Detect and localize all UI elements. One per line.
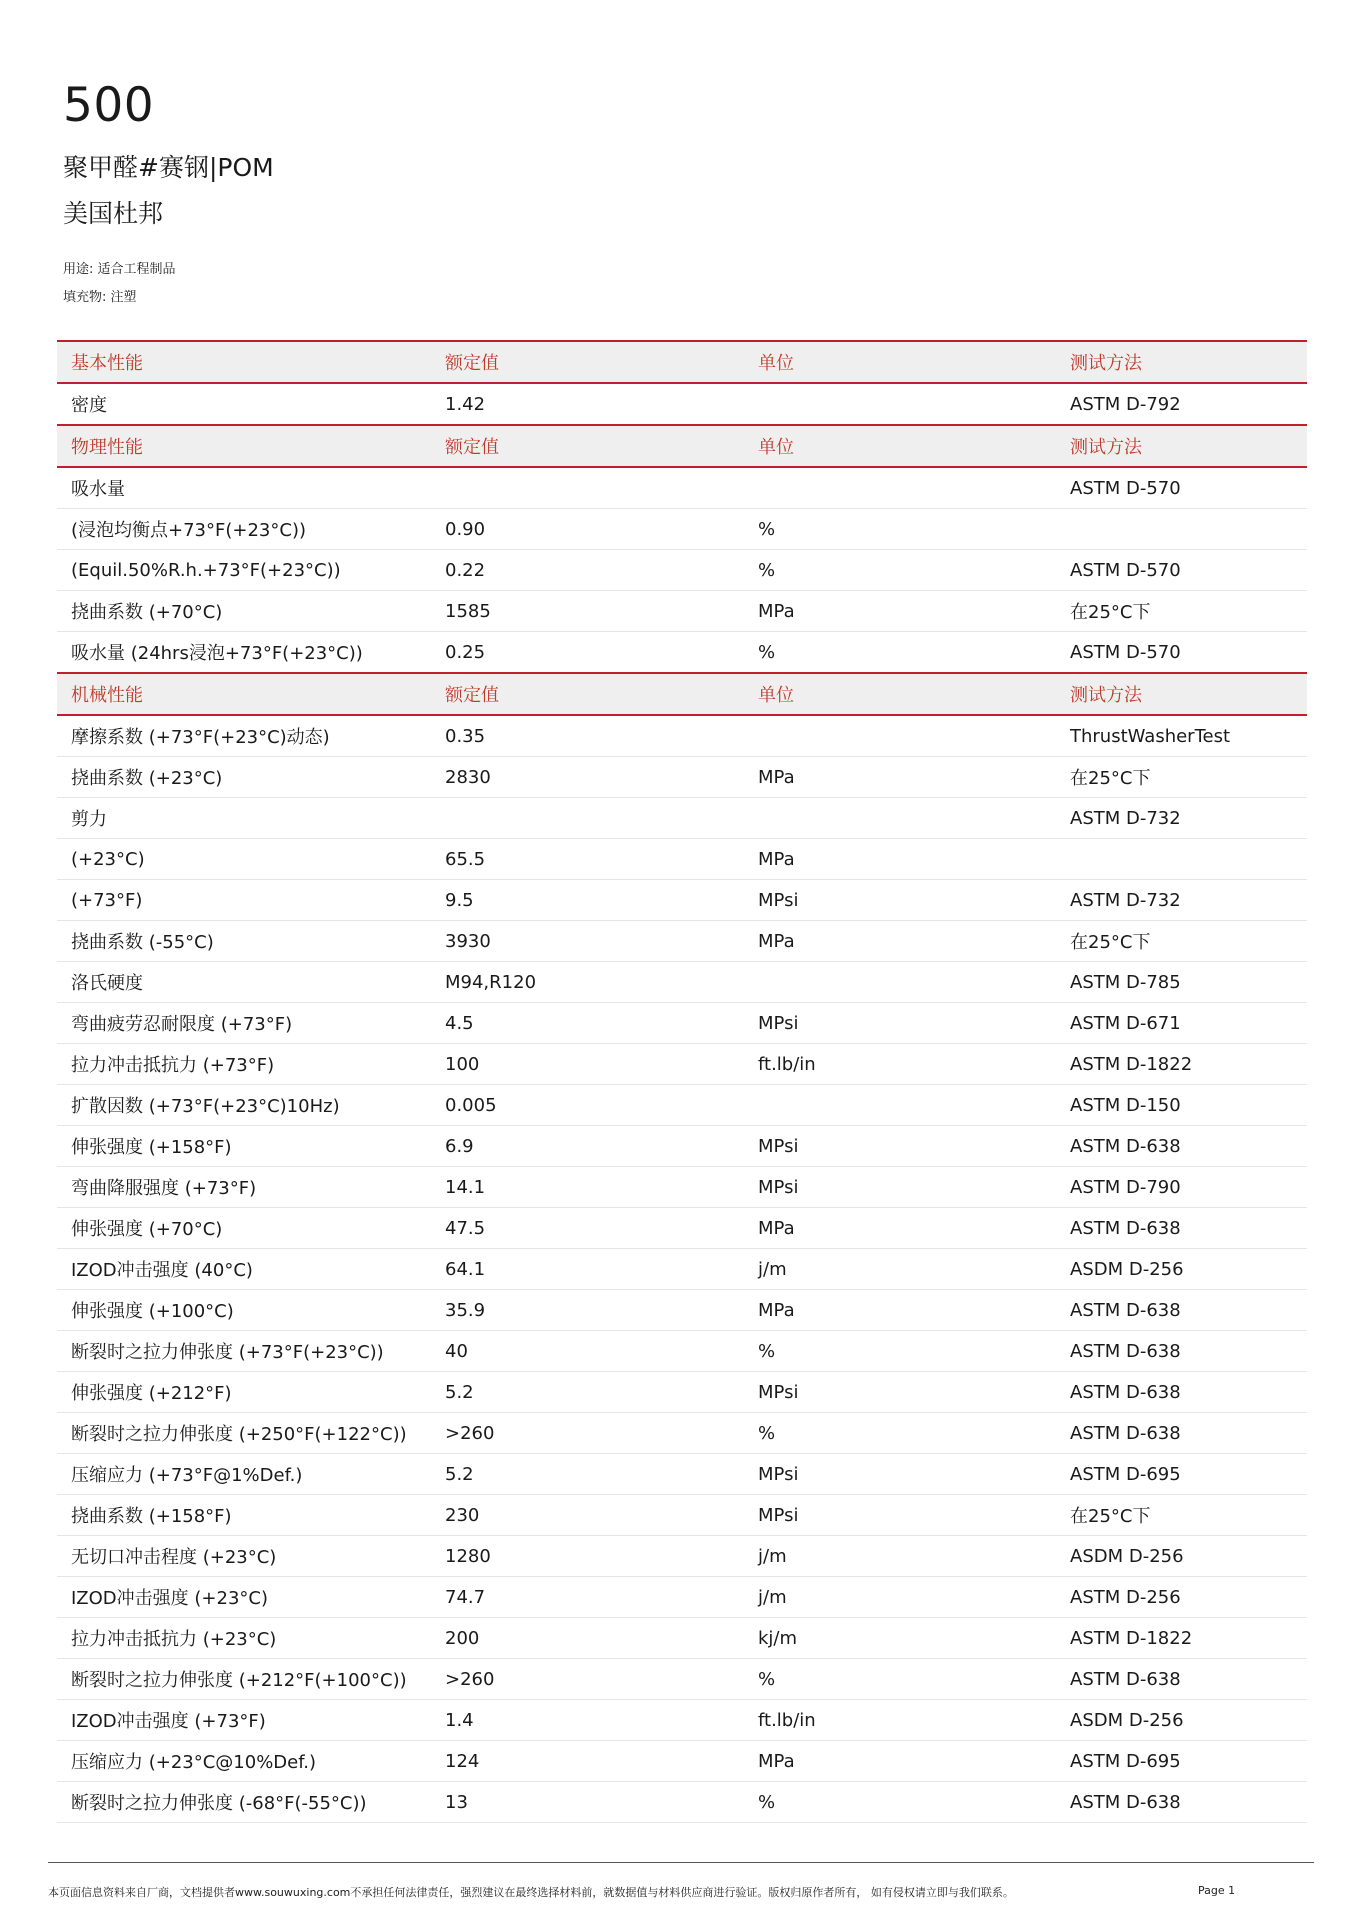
test-method-cell: ASTM D-638: [1056, 1290, 1307, 1331]
test-method-cell: ASTM D-790: [1056, 1167, 1307, 1208]
test-method-cell: ASTM D-785: [1056, 962, 1307, 1003]
table-row: [57, 509, 1307, 550]
rated-value-cell: [431, 798, 744, 839]
test-method-cell: 在25°C下: [1056, 591, 1307, 632]
test-method-cell: ASDM D-256: [1056, 1536, 1307, 1577]
rated-value-cell: 5.2: [431, 1454, 744, 1495]
table-row: [57, 550, 1307, 591]
unit-cell: j/m: [744, 1249, 1056, 1290]
table-row: [57, 1659, 1307, 1700]
test-method-cell: ASTM D-671: [1056, 1003, 1307, 1044]
table-row: [57, 1454, 1307, 1495]
rated-value-cell: 1280: [431, 1536, 744, 1577]
property-name-cell: 断裂时之拉力伸张度 (+212°F(+100°C)): [57, 1659, 431, 1700]
unit-cell: %: [744, 1413, 1056, 1454]
unit-cell: %: [744, 509, 1056, 550]
rated-value-cell: >260: [431, 1659, 744, 1700]
property-name-cell: IZOD冲击强度 (40°C): [57, 1249, 431, 1290]
table-row: [57, 1331, 1307, 1372]
unit-cell: MPa: [744, 757, 1056, 798]
unit-cell: ft.lb/in: [744, 1044, 1056, 1085]
property-name-cell: 吸水量: [57, 467, 431, 509]
rated-value-cell: 4.5: [431, 1003, 744, 1044]
rated-value-cell: 0.005: [431, 1085, 744, 1126]
test-method-cell: ASTM D-570: [1056, 550, 1307, 591]
table-row: [57, 1618, 1307, 1659]
properties-table-body: [57, 341, 1307, 1823]
property-name-cell: 拉力冲击抵抗力 (+23°C): [57, 1618, 431, 1659]
table-row: [57, 1700, 1307, 1741]
unit-cell: [744, 798, 1056, 839]
test-method-cell: ASTM D-792: [1056, 383, 1307, 425]
table-row: [57, 1741, 1307, 1782]
unit-cell: MPsi: [744, 1372, 1056, 1413]
test-method-cell: ASTM D-638: [1056, 1331, 1307, 1372]
test-method-cell: ASTM D-638: [1056, 1413, 1307, 1454]
rated-value-cell: 100: [431, 1044, 744, 1085]
table-row: [57, 591, 1307, 632]
property-name-cell: 挠曲系数 (-55°C): [57, 921, 431, 962]
property-name-cell: 拉力冲击抵抗力 (+73°F): [57, 1044, 431, 1085]
rated-value-cell: 5.2: [431, 1372, 744, 1413]
test-method-cell: ASTM D-638: [1056, 1208, 1307, 1249]
property-name-cell: 压缩应力 (+73°F@1%Def.): [57, 1454, 431, 1495]
usage-text: 用途: 适合工程制品: [63, 262, 176, 277]
unit-cell: [744, 467, 1056, 509]
test-method-cell: 在25°C下: [1056, 921, 1307, 962]
rated-value-cell: 0.35: [431, 715, 744, 757]
table-row: [57, 1044, 1307, 1085]
table-row: [57, 921, 1307, 962]
section-header-rated-value: 额定值: [431, 425, 744, 467]
section-header-unit: 单位: [744, 673, 1056, 715]
table-row: [57, 1536, 1307, 1577]
table-row: [57, 1577, 1307, 1618]
property-name-cell: IZOD冲击强度 (+23°C): [57, 1577, 431, 1618]
test-method-cell: [1056, 509, 1307, 550]
property-name-cell: 伸张强度 (+100°C): [57, 1290, 431, 1331]
rated-value-cell: 65.5: [431, 839, 744, 880]
section-header-test-method: 测试方法: [1056, 673, 1307, 715]
unit-cell: %: [744, 632, 1056, 674]
property-name-cell: 挠曲系数 (+158°F): [57, 1495, 431, 1536]
unit-cell: %: [744, 1659, 1056, 1700]
rated-value-cell: 1.42: [431, 383, 744, 425]
test-method-cell: ASDM D-256: [1056, 1700, 1307, 1741]
property-name-cell: 洛氏硬度: [57, 962, 431, 1003]
section-header-row: [57, 425, 1307, 467]
unit-cell: [744, 715, 1056, 757]
table-row: [57, 757, 1307, 798]
section-header-property-name: 物理性能: [57, 425, 431, 467]
unit-cell: %: [744, 1331, 1056, 1372]
rated-value-cell: M94,R120: [431, 962, 744, 1003]
properties-table: [57, 340, 1307, 1823]
property-name-cell: 吸水量 (24hrs浸泡+73°F(+23°C)): [57, 632, 431, 674]
test-method-cell: ASTM D-1822: [1056, 1044, 1307, 1085]
section-header-unit: 单位: [744, 341, 1056, 383]
unit-cell: kj/m: [744, 1618, 1056, 1659]
table-row: [57, 839, 1307, 880]
filler-text: 填充物: 注塑: [63, 290, 137, 305]
unit-cell: MPa: [744, 839, 1056, 880]
unit-cell: MPa: [744, 591, 1056, 632]
product-title: 500: [63, 78, 155, 133]
table-row: [57, 1208, 1307, 1249]
unit-cell: MPsi: [744, 1454, 1056, 1495]
property-name-cell: 弯曲疲劳忍耐限度 (+73°F): [57, 1003, 431, 1044]
table-row: [57, 1167, 1307, 1208]
section-header-property-name: 基本性能: [57, 341, 431, 383]
rated-value-cell: 230: [431, 1495, 744, 1536]
rated-value-cell: 35.9: [431, 1290, 744, 1331]
property-name-cell: (浸泡均衡点+73°F(+23°C)): [57, 509, 431, 550]
property-name-cell: (+73°F): [57, 880, 431, 921]
rated-value-cell: 6.9: [431, 1126, 744, 1167]
rated-value-cell: 0.90: [431, 509, 744, 550]
unit-cell: %: [744, 550, 1056, 591]
unit-cell: MPa: [744, 1208, 1056, 1249]
test-method-cell: ASTM D-732: [1056, 798, 1307, 839]
unit-cell: MPa: [744, 1741, 1056, 1782]
rated-value-cell: [431, 467, 744, 509]
table-row: [57, 467, 1307, 509]
rated-value-cell: >260: [431, 1413, 744, 1454]
property-name-cell: 摩擦系数 (+73°F(+23°C)动态): [57, 715, 431, 757]
unit-cell: MPa: [744, 921, 1056, 962]
table-row: [57, 1085, 1307, 1126]
property-name-cell: 压缩应力 (+23°C@10%Def.): [57, 1741, 431, 1782]
rated-value-cell: 74.7: [431, 1577, 744, 1618]
product-subtitle: 聚甲醛#赛钢|POM: [63, 153, 274, 182]
test-method-cell: ASTM D-638: [1056, 1126, 1307, 1167]
unit-cell: ft.lb/in: [744, 1700, 1056, 1741]
property-name-cell: 断裂时之拉力伸张度 (-68°F(-55°C)): [57, 1782, 431, 1823]
test-method-cell: ASDM D-256: [1056, 1249, 1307, 1290]
table-row: [57, 1782, 1307, 1823]
section-header-rated-value: 额定值: [431, 341, 744, 383]
property-name-cell: 挠曲系数 (+23°C): [57, 757, 431, 798]
rated-value-cell: 124: [431, 1741, 744, 1782]
table-row: [57, 715, 1307, 757]
table-row: [57, 1413, 1307, 1454]
rated-value-cell: 13: [431, 1782, 744, 1823]
table-row: [57, 962, 1307, 1003]
property-name-cell: 伸张强度 (+212°F): [57, 1372, 431, 1413]
table-row: [57, 880, 1307, 921]
rated-value-cell: 0.22: [431, 550, 744, 591]
property-name-cell: (+23°C): [57, 839, 431, 880]
table-row: [57, 1003, 1307, 1044]
property-name-cell: 弯曲降服强度 (+73°F): [57, 1167, 431, 1208]
section-header-test-method: 测试方法: [1056, 425, 1307, 467]
section-header-unit: 单位: [744, 425, 1056, 467]
rated-value-cell: 40: [431, 1331, 744, 1372]
test-method-cell: ASTM D-638: [1056, 1782, 1307, 1823]
page-number: Page 1: [1198, 1884, 1236, 1897]
unit-cell: [744, 383, 1056, 425]
test-method-cell: ASTM D-150: [1056, 1085, 1307, 1126]
rated-value-cell: 47.5: [431, 1208, 744, 1249]
test-method-cell: ASTM D-732: [1056, 880, 1307, 921]
footer-divider: [48, 1862, 1314, 1863]
property-name-cell: 剪力: [57, 798, 431, 839]
property-name-cell: (Equil.50%R.h.+73°F(+23°C)): [57, 550, 431, 591]
section-header-row: [57, 673, 1307, 715]
section-header-rated-value: 额定值: [431, 673, 744, 715]
test-method-cell: 在25°C下: [1056, 757, 1307, 798]
test-method-cell: ASTM D-695: [1056, 1741, 1307, 1782]
section-header-property-name: 机械性能: [57, 673, 431, 715]
rated-value-cell: 14.1: [431, 1167, 744, 1208]
property-name-cell: 伸张强度 (+158°F): [57, 1126, 431, 1167]
unit-cell: [744, 962, 1056, 1003]
unit-cell: j/m: [744, 1536, 1056, 1577]
property-name-cell: 无切口冲击程度 (+23°C): [57, 1536, 431, 1577]
test-method-cell: ASTM D-1822: [1056, 1618, 1307, 1659]
test-method-cell: ASTM D-570: [1056, 467, 1307, 509]
table-row: [57, 632, 1307, 674]
unit-cell: j/m: [744, 1577, 1056, 1618]
section-header-row: [57, 341, 1307, 383]
table-row: [57, 1290, 1307, 1331]
table-row: [57, 1249, 1307, 1290]
rated-value-cell: 9.5: [431, 880, 744, 921]
test-method-cell: ASTM D-256: [1056, 1577, 1307, 1618]
rated-value-cell: 3930: [431, 921, 744, 962]
test-method-cell: 在25°C下: [1056, 1495, 1307, 1536]
table-row: [57, 1372, 1307, 1413]
unit-cell: MPsi: [744, 1003, 1056, 1044]
rated-value-cell: 2830: [431, 757, 744, 798]
manufacturer: 美国杜邦: [63, 199, 164, 228]
table-row: [57, 1126, 1307, 1167]
test-method-cell: ThrustWasherTest: [1056, 715, 1307, 757]
property-name-cell: 挠曲系数 (+70°C): [57, 591, 431, 632]
unit-cell: MPsi: [744, 1495, 1056, 1536]
property-name-cell: IZOD冲击强度 (+73°F): [57, 1700, 431, 1741]
test-method-cell: [1056, 839, 1307, 880]
test-method-cell: ASTM D-638: [1056, 1372, 1307, 1413]
table-row: [57, 383, 1307, 425]
property-name-cell: 密度: [57, 383, 431, 425]
table-row: [57, 1495, 1307, 1536]
table-row: [57, 798, 1307, 839]
test-method-cell: ASTM D-638: [1056, 1659, 1307, 1700]
section-header-test-method: 测试方法: [1056, 341, 1307, 383]
test-method-cell: ASTM D-570: [1056, 632, 1307, 674]
property-name-cell: 断裂时之拉力伸张度 (+250°F(+122°C)): [57, 1413, 431, 1454]
property-name-cell: 扩散因数 (+73°F(+23°C)10Hz): [57, 1085, 431, 1126]
unit-cell: MPa: [744, 1290, 1056, 1331]
property-name-cell: 伸张强度 (+70°C): [57, 1208, 431, 1249]
rated-value-cell: 200: [431, 1618, 744, 1659]
rated-value-cell: 1.4: [431, 1700, 744, 1741]
rated-value-cell: 0.25: [431, 632, 744, 674]
footer-disclaimer: 本页面信息资料来自厂商，文档提供者www.souwuxing.com不承担任何法律责任，强烈建议在最终选择材料前，就数据值与材料供应商进行验证。版权归原作者所有， 如有侵权请立即与我们联系。: [48, 1886, 1014, 1899]
rated-value-cell: 64.1: [431, 1249, 744, 1290]
unit-cell: MPsi: [744, 1126, 1056, 1167]
unit-cell: %: [744, 1782, 1056, 1823]
unit-cell: MPsi: [744, 1167, 1056, 1208]
property-name-cell: 断裂时之拉力伸张度 (+73°F(+23°C)): [57, 1331, 431, 1372]
rated-value-cell: 1585: [431, 591, 744, 632]
test-method-cell: ASTM D-695: [1056, 1454, 1307, 1495]
unit-cell: [744, 1085, 1056, 1126]
unit-cell: MPsi: [744, 880, 1056, 921]
